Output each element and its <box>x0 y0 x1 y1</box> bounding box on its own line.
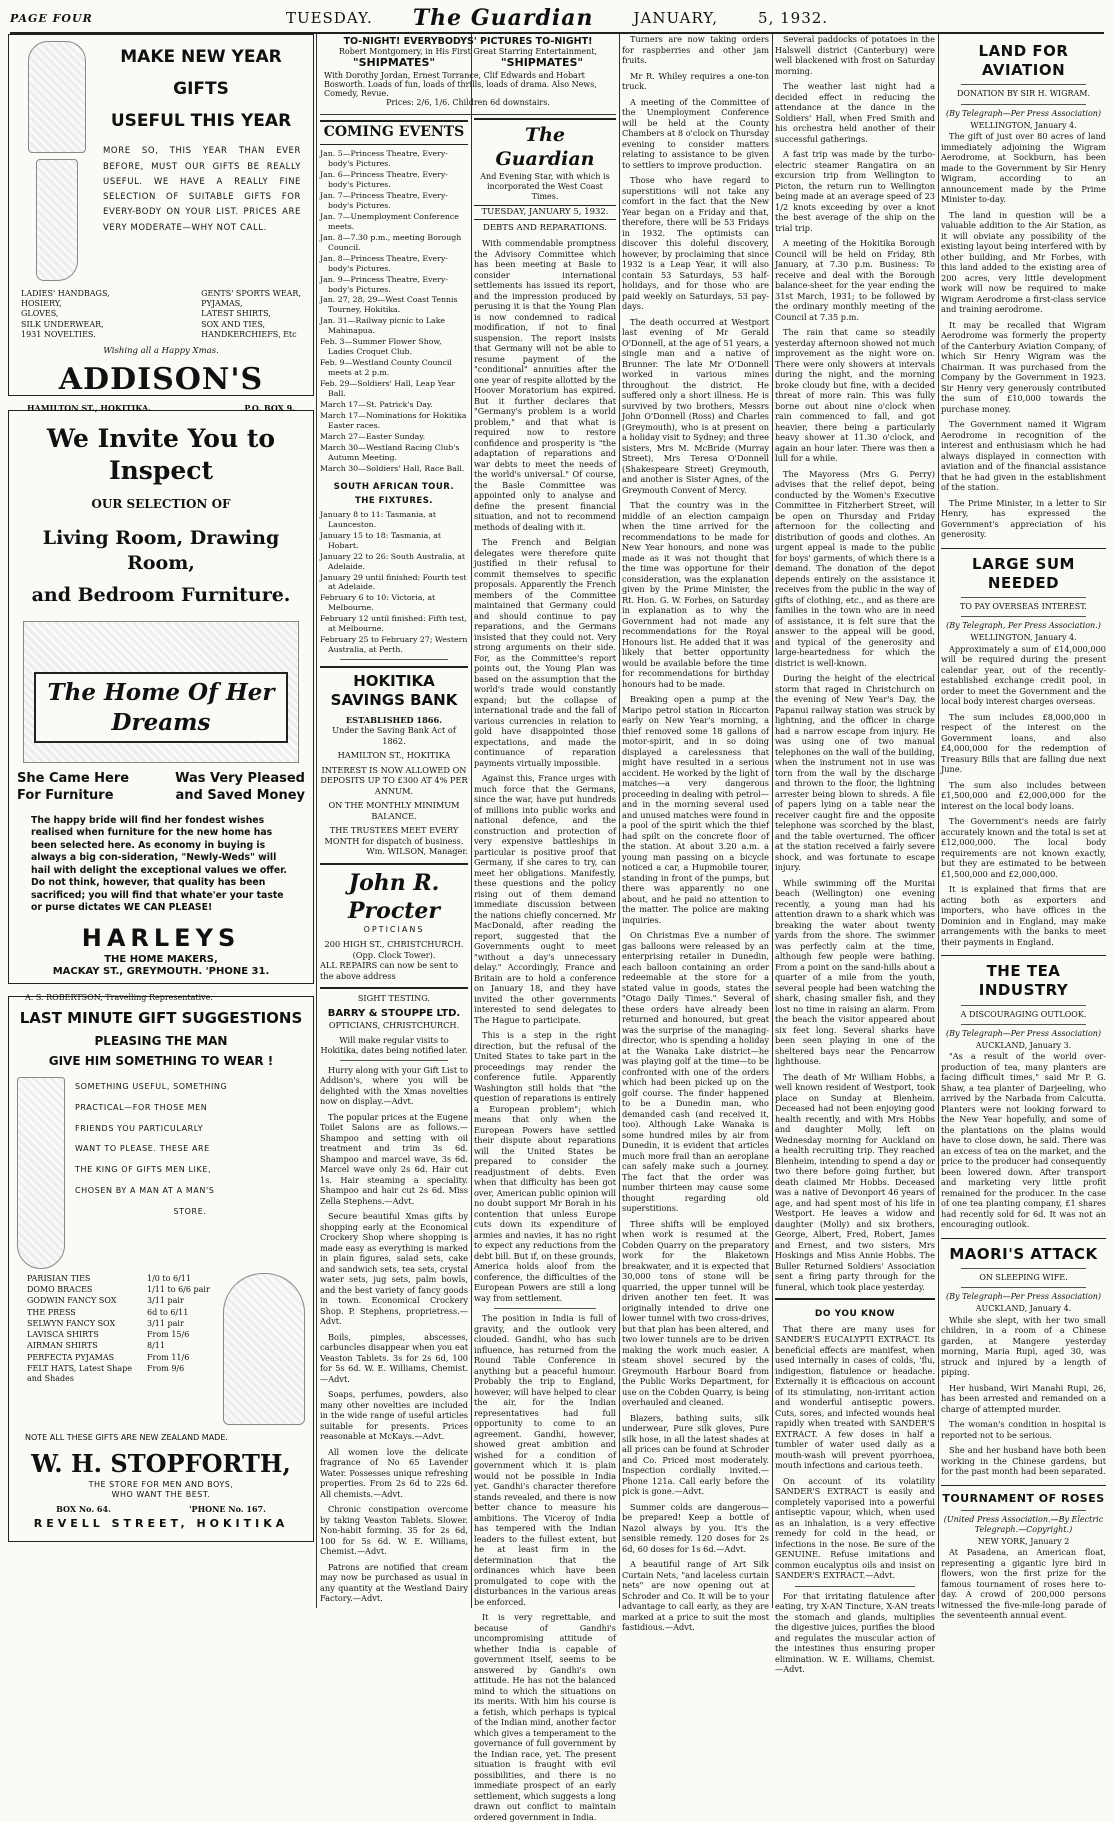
bank-interest: INTEREST IS NOW ALLOWED ON DEPOSITS UP TO £300 AT 4% PER ANNUM. <box>320 764 468 796</box>
tea-subtitle: A DISCOURAGING OUTLOOK. <box>960 1009 1087 1019</box>
editorial-paragraph: Against this, France urges with much force that the Germans, since the war, have put hundreds of millions into public works and national defence, and the construction and protection of very expensive battleships in particular is positive proof that Germany, if she cares to try, can meet her obligations. Manifestly, these questions and the policy rising out of them demand immediate discussion between the nations chiefly concerned. Mr MacDonald, after reading the report, suggested that the Governments ought to meet "without a day's unnecessary delay." Accordingly, France and Britain are to hold a conference on January 18, and they have invited the other governments interested to send delegates to The Hague to participate. <box>474 773 616 1025</box>
aviation-byline: (By Telegraph—Per Press Association) <box>945 108 1102 118</box>
do-you-know-paragraph: That there are many uses for SANDER'S EUCALYPTI EXTRACT. Its beneficial effects are manifest, when used internally in cases of colds, 'flu, indigestion, flatulence or headache. Externally it is efficacious on account of its stimulating, non-irritant action and wonderful antiseptic powers. Cuts, sores, and infected wounds heal rapidly when treated with SANDER'S EXTRACT. A few doses in half a tumbler of water used daily as a mouth-wash will prevent pyorrhoea, mouth infections and carious teeth. <box>775 1323 935 1471</box>
editorial-date: TUESDAY, JANUARY 5, 1932. <box>474 205 616 220</box>
aviation-dateline: WELLINGTON, January 4. <box>970 120 1077 130</box>
news-paragraph: Turners are now taking orders for raspberries and other jam fruits. <box>622 34 769 65</box>
bank-name-2: SAVINGS BANK <box>330 691 458 710</box>
news-paragraph: The death of Mr William Hobbs, a well known resident of Westport, took place on Sunday at Blenheim. Deceased had not been enjoying good health recently, and with Mrs Hobbs and daughter Molly, left on Wednesday morning for Auckland on a health recruiting trip. They reached Blenheim, intending to spend a day or two there before going further, but death claimed Mr Hobbs. Deceased was a native of Devonport 46 years of age, and had spent most of his life in Westport. He leaves a widow and daughter (Molly) and six brothers, George, Albert, Fred, Robert, James and Ernest, and two sisters, Mrs Hoskings and Miss Annie Hobbs. The Buller Returned Soldiers' Association sent a firing party through for the funeral, which took place yesterday. <box>775 1071 935 1292</box>
do-you-know-title: DO YOU KNOW <box>814 1309 896 1319</box>
local-note: Hurry along with your Gift List to Addison's, where you will be delighted with the Xmas novelties now on display.—Advt. <box>320 1064 468 1107</box>
maori-paragraph: The woman's condition in hospital is reported not to be serious. <box>941 1419 1106 1440</box>
news-paragraph: The rain that came so steadily yesterday afternoon showed not much improvement as the night wore on. There were only showers at intervals during the night, and the morning broke cloudy but fine, with a decided threat of more rain. This was fully borne out about nine o'clock when rain commenced to fall, and got heavier, there being a particularly heavy shower at 11.30 o'clock, and again an hour later. There was then a lull for a while. <box>775 327 935 463</box>
harleys-invite: We Invite You to Inspect <box>46 424 276 485</box>
india-paragraph: It is very regrettable, and because of Gandhi's uncompromising attitude of whether India is capable of government itself, seems to be answered by Gandhi's own attitude. He has not the balanced mind to which the situations on its merits. With him his course is a fetish, which perhaps is typical of the Indian mind, another factor which gives a temperament to the governance of full government by the Indian race, yet. The present situation is fraught with evil possibilities, and there is no immediate prospect of an early settlement, which suggests a long drawn out conflict to maintain ordered government in India. <box>474 1612 616 1822</box>
sum-paragraph: The Government's needs are fairly accurately known and the total is set at £12,000,000. The local body requirements are not known exactly, but they are estimated to be between £1,500,000 and £2,000,000. <box>941 816 1106 879</box>
price-row: AIRMAN SHIRTS 8/11 <box>27 1341 165 1351</box>
do-you-know-paragraph: For that irritating flatulence after eating, try X-AN Tincture, X-AN treats the stomach and glands, multiplies the digestive juices, purifies the blood and regulates the muscular action of the intestines thus ensuring proper elimination. W. E. Williams, Chemist.—Advt. <box>775 1590 935 1675</box>
sum-dateline: WELLINGTON, January 4. <box>970 633 1077 643</box>
addisons-wish: Wishing all a Happy Xmas. <box>103 346 219 357</box>
stopforth-street: REVELL STREET, HOKITIKA <box>33 1516 289 1530</box>
harleys-representative: A. S. ROBERTSON, Travelling Representative. <box>25 993 213 1003</box>
india-paragraph: The position in India is full of gravity, and the outlook very clouded. Gandhi, who has such influence, has returned from the Round Table Conference in anything but a peaceful humour. Probably the trip to England, however, will have helped to clear the air, for the Indian representatives had full opportunity to come to an agreement. Gandhi, however, showed great ambition and wished for a condition of government which it is plain would not be possible in India yet. Gandhi's character therefore stands revealed, and there is now better chance to measure his ambitions. The Viceroy of India has tempered with the Indian leaders to the fullest extent, but he at least firm in the determination that the ordinances which have been promulgated to cope with the disturbances in the various areas be enforced. <box>474 1313 616 1607</box>
news-paragraph: During the height of the electrical storm that raged in Christchurch on the evening of New Year's Day, the Papanui railway station was struck by lightning, and the officer in charge had a narrow escape from injury. He was using one of two manual telephones on the wall of the building, when the instrument not in use was torn from the wall by the discharge and thrown to the floor, the lightning arrester being blown to shreds. A file of papers lying on a table near the receiver caught fire and the opposite telephone was scorched by the blast, and the table overturned. The officer at the station received a fairly severe shock, and was fortunate to escape injury. <box>775 673 935 872</box>
price-row: FELT HATS, Latest Shape and Shades From 9/6 <box>27 1363 185 1384</box>
aviation-paragraph: It may be recalled that Wigram Aerodrome was formerly the property of the Canterbury Aviation Company, of which Sir Henry Wigram was the Chairman. It was purchased from the Company by the Government in 1923. Sir Henry very generously contributed the sum of £10,000 towards the purchase money. <box>941 319 1106 414</box>
maori-byline: (By Telegraph—Per Press Association) <box>945 1292 1102 1302</box>
sum-subtitle: TO PAY OVERSEAS INTEREST. <box>960 601 1087 611</box>
procter-opp: (Opp. Clock Tower). <box>352 949 436 960</box>
editorial-paragraph: With commendable promptness the Advisory Committee which has been meeting at Basle to consider international settlements has issued its report, and the impression produced by perusing it is that the Young Plan is now condemned to radical modification, if not to final suspension. The report insists that Germany will not be able to resume payment of the "conditional" annuities after the one year of respite allotted by the Hoover Moratorium has expired. But it further declares that "Germany's problem is a world problem," and that what is required now to restore confidence and prosperity is "the adaptation of reparations and war debts to meet the needs of the world's universal." Of course, the Basle Committee was appointed only to analyse and define the present financial situation, and not to recommend methods of dealing with it. <box>474 238 616 532</box>
stopforth-name: W. H. STOPFORTH, <box>31 1449 291 1479</box>
sum-paragraph: The sum includes £8,000,000 in respect of the interest on the Government loans, and also £4,000,000 for the redemption of Treasury Bills that are falling due next June. <box>941 711 1106 775</box>
addisons-ladies-list: LADIES' HANDBAGS, HOSIERY, GLOVES, SILK UNDERWEAR, 1931 NOVELTIES. <box>21 289 110 339</box>
harleys-address: MACKAY ST., GREYMOUTH. 'PHONE 31. <box>52 966 270 978</box>
savings-bank-advert <box>320 666 468 856</box>
bank-name-1: HOKITIKA <box>353 672 435 691</box>
harleys-rooms-1: Living Room, Drawing Room, <box>42 527 280 574</box>
news-paragraph: That the country was in the middle of an election campaign when the time arrived for the recommendations to be made for New Year honours, and none was made as it was not thought that the time was opportune for their consideration, was the explanation given by the Prime Minister, the Rt. Hon. G. W. Forbes, on Saturday in explanation as to why the Government had not made any recommendations for the Royal Honours list. He added that it was likely that better opportunity would be available before the time for recommendations for birthday honours had to be made. <box>622 500 769 689</box>
news-paragraph: On Christmas Eve a number of gas balloons were released by an enterprising retailer in Dunedin, each balloon containing an order redeemable at the store for a stated value in goods, states the "Otago Daily Times." Several of these orders have already been returned and honoured, but great was the surprise of the managing-director, who is spending a holiday at the Wanaka Lake district—he was playing golf at the time—to be confronted with one of the orders which had been picked up on the golf course. The finder happened to be a Dunedin man, who demanded cash (and received it, too). Although Lake Wanaka is some hundred miles by air from Dunedin, it is evident that articles much more frail than an aeroplane can safely make such a journey. The fact that the order was number thirteen may cause some thought regarding old superstitions. <box>622 930 769 1213</box>
coming-events-title: COMING EVENTS <box>320 120 468 145</box>
shipmates-cast: With Dorothy Jordan, Ernest Torrance, Clif Edwards and Hobart Bosworth. Loads of fun, loads of thrills, loads of drama. Also News, Comedy, Revue. <box>324 71 597 98</box>
harleys-advert <box>8 410 314 1003</box>
man-portrait-illustration <box>223 1273 305 1425</box>
stopforth-title: LAST MINUTE GIFT SUGGESTIONS <box>19 1009 303 1027</box>
home-interior-illustration <box>23 621 299 763</box>
news-paragraph: Three shifts will be employed when work is resumed at the Cobden Quarry on the preparatory work for the Blaketown breakwater, and it is expected that 30,000 tons of stone will be quarried, the upper tunnel will be driven another ten feet. It was originally intended to drive one lower tunnel with two cross-drives, but that plan has been altered, and two lower tunnels are to be driven making the work much easier. A steam shovel secured by the Greymouth Harbour Board from the Public Works Department, for use on the Cobden Quarry, is being overhauled and cleaned. <box>622 1218 769 1407</box>
aviation-paragraph: The gift of just over 80 acres of land immediately adjoining the Wigram Aerodrome, at Sockburn, has been made to the Government by Sir Henry Wigram, according to an announcement made by the Prime Minister to-day. <box>941 131 1106 205</box>
stopforth-line-2: GIVE HIM SOMETHING TO WEAR ! <box>48 1053 274 1068</box>
addisons-title-2: GIFTS <box>173 78 229 99</box>
harleys-makers: THE HOME MAKERS, <box>104 953 218 965</box>
aviation-title: LAND FOR AVIATION <box>978 42 1069 80</box>
stocking-illustration <box>36 159 78 281</box>
news-paragraph: While swimming off the Muritai beach (Wellington) one evening recently, a young man had his attention drawn to a shark which was breaking the water about twenty yards from the shore. The swimmer was perfectly calm at the time, although few people were bathing. From a point on the sand-hills about a quarter of a mile from the youth, several people had been watching the shark, chasing smaller fish, and they lost no time in raising an alarm. From the beach the visitor appeared about six feet long. Several sharks have been seen playing in one of the sheltered bays near the Pencarrow lighthouse. <box>775 877 935 1066</box>
tea-byline: (By Telegraph—Per Press Association) <box>945 1028 1102 1038</box>
addisons-address: HAMILTON ST., HOKITIKA. <box>27 403 151 414</box>
stopforth-tagline-2: WHO WANT THE BEST. <box>111 1490 211 1500</box>
sum-paragraph: Approximately a sum of £14,000,000 will be required during the present calendar year, out of the recently-established exchange credit pool, in order to meet the Government and the local body interest charges overseas. <box>941 643 1106 707</box>
editorial-paragraph: This is a step in the right direction, but the refusal of the United States to take part in the proceedings may render the conference futile. Apparently Washington still holds that "the question of reparations is entirely a European problem"; which means that only when the European Powers have settled their dispute about reparations will the United States be prepared to consider the readjustment of debts. Even when that difficulty has been got over, American public opinion will no doubt support Mr Borah in his contention that unless Europe cuts down its expenditure of armies and navies, it has no right to expect any reductions from the debt bill. But if, on these grounds, America holds aloof from the conference, the difficulties of the European Powers are still a long way from settlement. <box>474 1030 616 1303</box>
procter-logo: John R. Procter <box>348 869 440 924</box>
events-list: Jan. 5—Princess Theatre, Every-body's Pictures. Jan. 6—Princess Theatre, Every-body's Pictures. Jan. 7—Princess Theatre, Every-body's Pictures. Jan. 7—Unemployment Conference meets. Jan. 8—7.30 p.m., meeting Borough Council. Jan. 8—Princess Theatre, Every-body's Pictures. Jan. 9—Princess Theatre, Every-body's Pictures. Jan. 27, 28, 29—West Coast Tennis Tourney, Hokitika. Jan. 31—Railway picnic to Lake Mahinapua. Feb. 3—Summer Flower Show, Ladies Croquet Club. Feb. 9—Westland County Council meets at 2 p.m. Feb. 29—Soldiers' Hall, Leap Year Ball. March 17—St. Patrick's Day. March 17—Nominations for Hokitika Easter races. March 27—Easter Sunday. March 30—Westland Racing Club's Autumn Meeting. March 30—Soldiers' Hall, Race Ball. <box>320 148 467 473</box>
price-row: GODWIN FANCY SOX 3/11 pair <box>27 1296 184 1306</box>
sum-byline: (By Telegraph, Per Press Association.) <box>946 621 1101 631</box>
shipmates-star: Robert Montgomery, in His First Great Starring Entertainment, <box>338 47 598 56</box>
addisons-title-3: USEFUL THIS YEAR <box>110 110 292 131</box>
barry-advert <box>320 987 468 1056</box>
editorial-paper-name: The Guardian <box>474 118 616 172</box>
addisons-advert <box>8 34 314 414</box>
aviation-paragraph: The Government named it Wigram Aerodrome in recognition of the interest and enthusiasm which he had always displayed in connection with aviation and of the financial assistance that he had given in the establishment of the station. <box>941 419 1106 493</box>
addisons-body: MORE SO, THIS YEAR THAN EVER BEFORE, MUST OUR GIFTS BE REALLY USEFUL. WE HAVE A REALLY FINE SELECTION OF SUITABLE GIFTS FOR EVERY-BODY ON YOUR LIST. PRICES ARE VERY MODERATE—WHY NOT CALL. <box>103 146 301 233</box>
local-note: The popular prices at the Eugene Toilet Salons are as follows.—Shampoo and setting with oil treatment and trim 3s 6d. Shampoo and marcel wave, 3s 6d. Marcel wave only 2s 6d. Hair cut 1s. Hair steaming a speciality. Shampoo and hair cut 2s 6d. Miss Zella Stephens.—Advt. <box>320 1111 468 1206</box>
tour-list: January 8 to 11: Tasmania, at Launceston. January 15 to 18: Tasmania, at Hobart. January 22 to 26: South Australia, at Adelaide. January 29 until finished: Fourth test at Adelaide. February 6 to 10: Victoria, at Melbourne. February 12 until finished: Fifth test, at Melbourne. February 25 to February 27; Western Australia, at Perth. <box>320 509 468 655</box>
tour-fixtures-heading: THE FIXTURES. <box>354 495 434 506</box>
bank-established: ESTABLISHED 1866. <box>345 714 443 725</box>
harleys-our-selection: OUR SELECTION OF <box>91 497 231 511</box>
roses-paragraph: At Pasadena, an American float, representing a gigantic lyre bird in flowers, won the first prize for the famous tournament of roses here to-day. A crowd of 200,000 persons witnessed the five-mile-long parade of the seventeenth annual event. <box>941 1547 1106 1621</box>
sum-title: LARGE SUM NEEDED <box>941 548 1106 593</box>
masthead <box>10 4 1104 34</box>
roses-dateline: NEW YORK, January 2 <box>977 1537 1070 1547</box>
stopforth-advert <box>8 996 314 1542</box>
tour-title: SOUTH AFRICAN TOUR. <box>333 481 455 492</box>
barry-name: BARRY & STOUPPE LTD. <box>327 1007 461 1019</box>
harleys-rooms-2: and Bedroom Furniture. <box>31 583 291 606</box>
addisons-gents-list: GENTS' SPORTS WEAR, PYJAMAS, LATEST SHIRTS, SOX AND TIES, HANDKERCHIEFS, Etc <box>201 289 301 339</box>
barry-opticians: OPTICIANS, CHRISTCHURCH. <box>328 1020 460 1031</box>
procter-tag: OPTICIANS <box>363 924 425 934</box>
news-paragraph: The Mayoress (Mrs G. Perry) advises that the relief depot, being conducted by the Women's Executive Committee in Fitzherbert Street, will be open on Thursday and Friday afternoon for the collecting and distribution of goods and clothes. An urgent appeal is made to the public for boys' garments, of which there is a demand. The donation of the depot depends entirely on the assistance it receives from the public in the way of gifts of clothing, etc., and as there are families in the town who are in need of assistance, it is felt sure that the answer to the appeal will be good, and typical of the generosity and large-heartedness for which the district is well-known. <box>775 468 935 668</box>
do-you-know-advert <box>775 1298 935 1675</box>
harleys-name: HARLEYS <box>81 923 241 952</box>
local-note: Chronic constipation overcome by taking Veaston Tablets. Slower. Non-habit forming. 35 for 2s 6d, 100 for 5s 6d. W. E. Williams, Chemist.—Advt. <box>320 1504 468 1557</box>
masthead-month: JANUARY, <box>633 9 719 27</box>
news-paragraph: Blazers, bathing suits, silk underwear, Pure silk gloves, Pure silk hose, in all the latest shades at all prices can be found at Schroder and Co. Priced most moderately. Inspection cordially invited.—Phone 121a. Call early before the pick is gone.—Advt. <box>622 1412 769 1496</box>
stopforth-body: SOMETHING USEFUL, SOMETHING PRACTICAL—FOR THOSE MEN FRIENDS YOU PARTICULARLY WANT TO PLEASE. THESE ARE THE KING OF GIFTS MEN LIKE, CHOSEN BY A MAN AT A MAN'S STORE. <box>75 1081 228 1216</box>
ladies-figure-illustration <box>28 41 86 153</box>
stopforth-phone: 'PHONE No. 167. <box>189 1504 266 1515</box>
procter-address: 200 HIGH ST., CHRISTCHURCH. <box>324 939 464 950</box>
maori-subtitle: ON SLEEPING WIFE. <box>979 1272 1068 1282</box>
bank-act: Under the Saving Bank Act of 1862. <box>332 725 456 746</box>
page-number: PAGE FOUR <box>10 11 93 25</box>
tea-paragraph: "As a result of the world over-production of tea, many planters are facing difficult times," said Mr P. G. Shaw, a tea planter of Darjeeling, who arrived by the Narbada from Calcutta. Planters were not looking forward to the New Year hopefully, and some of the plantations on the plains would have to close down, he said. There was an excess of tea on the market, and the price to the producer had consequently been lowered down. After transport and marketing very little profit remained for the producer. In the case of one tea planting company, £1 shares had recently sold for 6d. It was not an encouraging outlook. <box>941 1051 1106 1230</box>
bank-monthly: ON THE MONTHLY MINIMUM BALANCE. <box>328 800 460 821</box>
local-news-column-2 <box>775 34 935 1675</box>
local-note: Secure beautiful Xmas gifts by shopping early at the Economical Crockery Shop where shopping is made easy as everything is marked in plain figures, salad sets, cake and sandwich sets, tea sets, crystal water sets, jug sets, palm bowls, and the best variety of fancy goods in town. Economical Crockery Shop. P. Stephens, proprietress.—Advt. <box>320 1211 468 1327</box>
price-row: PARISIAN TIES 1/0 to 6/11 <box>27 1273 191 1283</box>
news-paragraph: Several paddocks of potatoes in the Halswell district (Canterbury) were well blackened with frost on Saturday morning. <box>775 34 935 76</box>
maori-paragraph: Her husband, Wiri Manahi Rupi, 26, has been arrested and remanded on a charge of attempted murder. <box>941 1382 1106 1414</box>
addisons-title-1: MAKE NEW YEAR <box>120 47 282 67</box>
shipmates-prices: Prices: 2/6, 1/6. Children 6d downstairs. <box>386 98 550 107</box>
news-paragraph: Those who have regard to superstitions will not take any comfort in the fact that the New Year began on a Friday and that, therefore, there will be 53 Fridays in 1932. The optimists can discover this doleful discovery, however, by proclaiming that since 1932 is a Leap Year, it will also contain 53 Saturdays, 53 half-holidays, and for those who are paid weekly on Saturdays, 53 pay-days. <box>622 175 769 311</box>
local-note: Soaps, perfumes, powders, also many other novelties are included in the wide range of useful articles suitable for presents. Prices reasonable at McKays.—Advt. <box>320 1389 468 1442</box>
sum-paragraph: It is explained that firms that are acting both as exporters and importers, who have offices in the Dominion and in England, may make arrangements with the banks to meet their payments in England. <box>941 884 1106 947</box>
tea-dateline: AUCKLAND, January 3. <box>975 1041 1072 1050</box>
tie-illustration <box>17 1077 65 1269</box>
masthead-day: TUESDAY. <box>285 9 373 27</box>
stopforth-line-1: PLEASING THE MAN <box>94 1034 228 1049</box>
shipmates-title-right: "SHIPMATES" <box>500 56 584 69</box>
events-column <box>320 118 468 1608</box>
tea-title: THE TEA INDUSTRY <box>941 955 1106 1000</box>
maori-dateline: AUCKLAND, January 4. <box>975 1304 1072 1314</box>
news-paragraph: The death occurred at Westport last evening of Mr Gerald O'Donnell, at the age of 51 years, a single man and a native of Brunner. The late Mr O'Donnell worked in various mines throughout the district. He suffered only a short illness. He is survived by two brothers, Messrs John O'Donnell (Ross) and Charles (Greymouth), who is at present on a holiday visit to Sydney; and three sisters, Mrs M. McBride (Murray Street), Mrs Teresa O'Donnell (Shakespeare Street) Greymouth, and another is Sister Agnes, of the Greymouth Convent of Mercy. <box>622 316 769 495</box>
bank-trustees: THE TRUSTEES MEET EVERY MONTH for dispatch of business. <box>324 825 464 846</box>
news-paragraph: Breaking open a pump at the Maripo petrol station in Riccarton early on New Year's morning, a thief removed some 18 gallons of motor-spirit, and in so doing displayed a carelessness that might have resulted in a serious accident. He worked by the light of matches—a very dangerous proceeding in dealing with petrol—and in the morning several used and unused matches were found in a pool of the spirit which the thief had spilt on the concrete floor of the station. At about 3.20 a.m. a young man passing on a bicycle noticed a car, a Hupmobile tourer, standing in front of the pumps, but there was apparently no one about, and he paid no attention to the matter. The police are making inquiries. <box>622 694 769 925</box>
price-row: PERFECTA PYJAMAS From 11/6 <box>27 1352 190 1362</box>
aviation-paragraph: The Prime Minister, in a letter to Sir Henry, has expressed the Government's appreciation of his generosity. <box>941 497 1106 540</box>
local-news-column <box>622 34 769 1632</box>
harleys-banner: The Home Of Her Dreams <box>34 672 288 743</box>
editorial-column <box>474 118 616 1822</box>
stopforth-note: NOTE ALL THESE GIFTS ARE NEW ZEALAND MADE. <box>25 1432 228 1442</box>
masthead-paper-name: The Guardian <box>412 5 594 31</box>
editorial-paragraph: The French and Belgian delegates were therefore quite justified in their refusal to commit themselves to specific proposals. Apparently the French members of the Committee maintained that Germany could and should continue to pay reparations, and the Germans insisted that they could not. Very strong arguments on their side. For, as the Committee's report points out, the Young Plan was based on the assumption that the world's trade would constantly expand; but the collapse of international trade and the fall of various currencies in relation to gold have disappointed those expectations, and made the continuance of reparation payments virtually impossible. <box>474 537 616 768</box>
telegraph-column <box>941 34 1106 1621</box>
harleys-body: The happy bride will find her fondest wishes realised when furniture for the new home has been selected here. As economy in buying is always a big con-sideration, "Newly-Weds" will hail with delight the exceptional values we offer. Do not think, however, that quality has been sacrificed; you will find that whate'er your taste or purse dictates WE CAN PLEASE! <box>31 814 287 914</box>
editorial-heading: DEBTS AND REPARATIONS. <box>483 223 607 234</box>
price-row: DOMO BRACES 1/11 to 6/6 pair <box>27 1285 210 1295</box>
shipmates-top-line: TO-NIGHT! EVERYBODYS' PICTURES TO-NIGHT! <box>343 36 593 47</box>
maori-paragraph: She and her husband have both been working in the Chinese gardens, but for the past month had been separated. <box>941 1445 1106 1477</box>
sum-paragraph: The sum also includes between £1,500,000 and £2,000,000 for the interest on the local body loans. <box>941 779 1106 811</box>
news-paragraph: A meeting of the Committee of the Unemployment Conference will be held at the County Chambers at 8 o'clock on Thursday evening to consider matters relating to assistance to be given to settlers to improve production. <box>622 96 769 170</box>
price-row: LAVISCA SHIRTS From 15/6 <box>27 1330 190 1340</box>
news-paragraph: A fast trip was made by the turbo-electric steamer Rangatira on an excursion trip from Wellington to Picton, the return run to Wellington being made at an average speed of 23 1/2 knots exceeding by over a knot the best average of the ship on the trial trip. <box>775 149 935 233</box>
barry-body: Will make regular visits to Hokitika, dates being notified later. <box>320 1034 468 1056</box>
aviation-paragraph: The land in question will be a valuable addition to the Air Station, as it will obviate any possibility of the existing layout being interfered with by other building, and Mr Forbes, with this land added to the existing area of 200 acres, very little development work will now be required to make Wigram Aerodrome a first-class service and training aerodrome. <box>941 209 1106 315</box>
maori-title: MAORI'S ATTACK <box>941 1238 1106 1264</box>
price-row: THE PRESS 6d to 6/11 <box>27 1307 189 1317</box>
shipmates-title-left: "SHIPMATES" <box>352 56 436 69</box>
news-paragraph: The weather last night had a decided effect in reducing the attendance at the dance in the Soldiers' Hall, when Fred Smith and his orchestra held another of their successful gatherings. <box>775 81 935 144</box>
shipmates-advert <box>320 34 616 115</box>
addisons-name: ADDISON'S <box>58 362 264 398</box>
advert-column <box>8 34 314 1608</box>
local-note: All women love the delicate fragrance of No 65 Lavender Water. Possesses unique refreshing properties. From 2s 6d to 22s 6d. All chemists.—Advt. <box>320 1446 468 1499</box>
procter-repairs: ALL REPAIRS can now be sent to the above address <box>320 960 459 981</box>
addisons-box: P.O. BOX 9. <box>244 403 295 414</box>
news-paragraph: A beautiful range of Art Silk Curtain Nets, "and laceless curtain nets" are now opening out at Schroder and Co. It will be to your advantage to call early, as they are marked at a price to suit the most fastidious.—Advt. <box>622 1559 769 1632</box>
stopforth-price-list <box>17 1273 223 1425</box>
local-note: Patrons are notified that cream may now be purchased as usual in any quantity at the Westland Dairy Factory.—Advt. <box>320 1561 468 1604</box>
maori-paragraph: While she slept, with her two small children, in a room of a Chinese garden, at Mangere yesterday morning, Maria Rupi, aged 30, was struck and injured by a length of piping. <box>941 1314 1106 1378</box>
do-you-know-paragraph: On account of its volatility SANDER'S EXTRACT is easily and completely vaporised into a powerful antiseptic vapour, which, when used as an inhalation, is a very effective remedy for cold in the head, or infections in the nose. Be sure of the GENUINE. Refuse imitations and common eucalyptus oils and insist on SANDER'S EXTRACT.—Advt. <box>775 1475 935 1581</box>
stopforth-box: BOX No. 64. <box>56 1504 111 1515</box>
editorial-subtitle: And Evening Star, with which is incorporated the West Coast Times. <box>480 171 610 202</box>
local-note: Boils, pimples, abscesses, carbuncles disappear when you eat Veaston Tablets. 3s for 2s 6d, 100 for 5s 6d. W. E. Williams, Chemist.—Advt. <box>320 1331 468 1384</box>
news-paragraph: Mr R. Whiley requires a one-ton truck. <box>622 70 769 91</box>
barry-heading: SIGHT TESTING. <box>357 993 431 1004</box>
bank-address: HAMILTON ST., HOKITIKA <box>337 750 451 761</box>
roses-title: TOURNAMENT OF ROSES <box>941 1485 1106 1506</box>
bank-manager: Wm. WILSON, Manager. <box>366 846 468 857</box>
masthead-date: 5, 1932. <box>758 9 829 27</box>
roses-byline: (United Press Association.—By Electric Telegraph.—Copyright.) <box>943 1514 1104 1534</box>
news-paragraph: Summer colds are dangerous—be prepared! Keep a bottle of Nazol always by you. It's the sensible remedy. 120 doses for 2s 6d, 60 doses for 1s 6d.—Advt. <box>622 1501 769 1554</box>
stopforth-tagline-1: THE STORE FOR MEN AND BOYS, <box>88 1479 234 1489</box>
news-paragraph: A meeting of the Hokitika Borough Council will be held on Friday, 8th January, at 7.30 p.m. Business: To receive and deal with the Borough balance-sheet for the year ending the 31st March, 1931; to be followed by the ordinary monthly meeting of the Council at 7.35 p.m. <box>775 238 935 322</box>
harleys-she-came: She Came Here For Furniture <box>17 771 130 803</box>
harleys-was-pleased: Was Very Pleased and Saved Money <box>175 771 305 803</box>
price-row: SELWYN FANCY SOX 3/11 pair <box>27 1318 184 1328</box>
procter-advert <box>320 863 468 982</box>
aviation-subtitle: DONATION BY SIR H. WIGRAM. <box>956 89 1091 99</box>
